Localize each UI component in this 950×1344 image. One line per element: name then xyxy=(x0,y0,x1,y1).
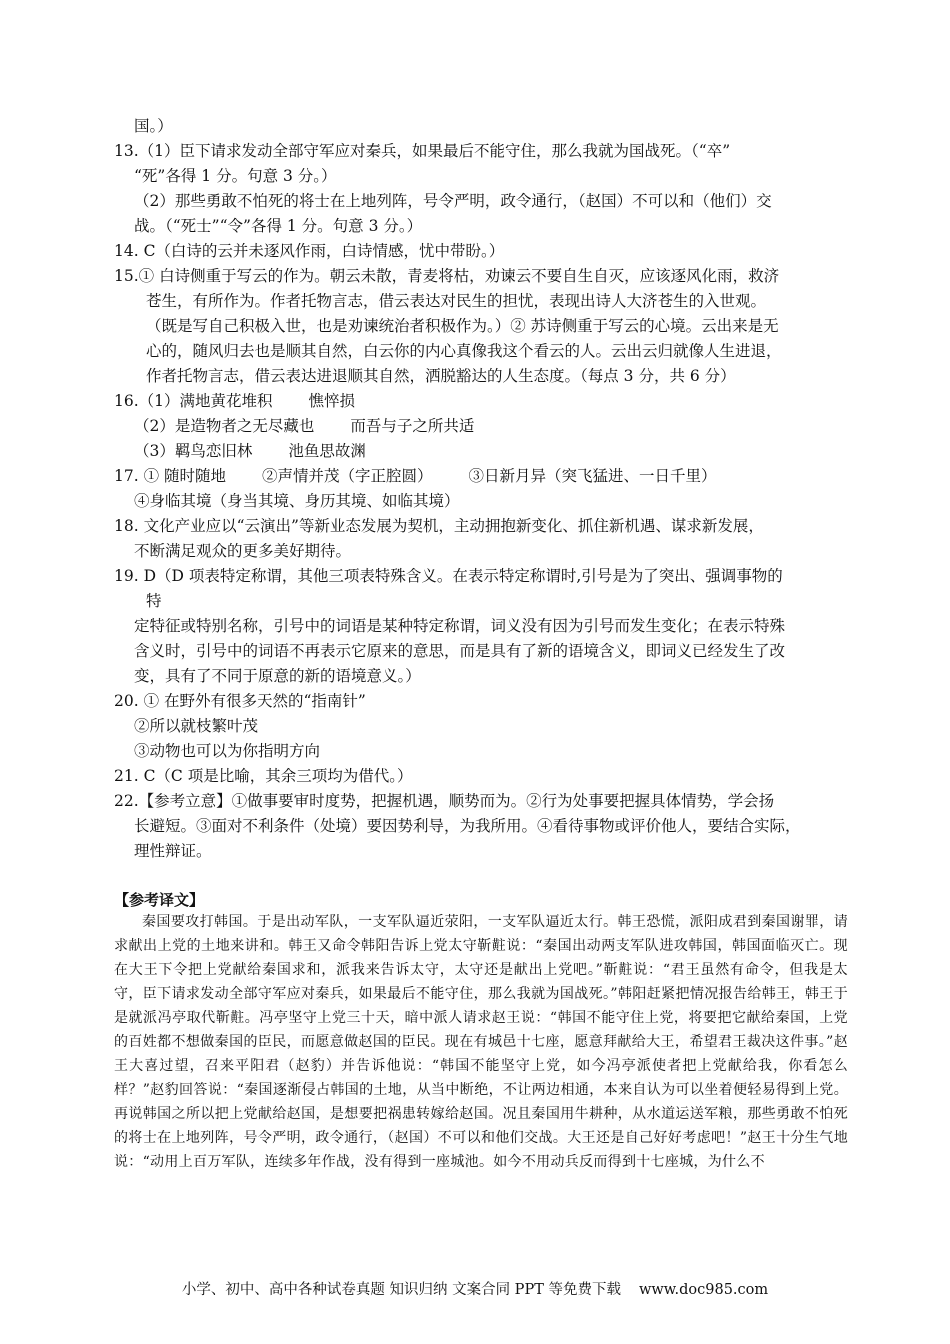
answer-line: “死”各得 1 分。句意 3 分。） xyxy=(134,167,337,185)
answer-line: 特 xyxy=(146,592,162,610)
answer-line: 含义时，引号中的词语不再表示它原来的意思，而是具有了新的语境含义，即词义已经发生了改 xyxy=(134,642,786,660)
answer-line: 定特征或特别名称，引号中的词语是某种特定称谓，词义没有因为引号而发生变化；在表示特殊 xyxy=(134,617,786,635)
answer-line: 苍生，有所作为。作者托物言志，借云表达对民生的担忧，表现出诗人大济苍生的入世观。 xyxy=(146,292,767,310)
answer-part: 16.（1）满地黄花堆积 xyxy=(114,392,273,410)
answer-line xyxy=(114,439,869,464)
answer-14-line: 14. C（白诗的云并未逐风作雨，白诗情感，忧中带盼。） xyxy=(114,242,505,260)
answer-line: 心的，随风归去也是顺其自然，白云你的内心真像我这个看云的人。云出云归就像人生进退， xyxy=(146,342,782,360)
answer-line: 国。） xyxy=(134,117,173,135)
reference-translation: 秦国要攻打韩国。于是出动军队，一支军队逼近荥阳，一支军队逼近太行。韩王恐慌，派阳成君到秦国谢罪，请求献出上党的土地来讲和。韩王又命令韩阳告诉上党太守靳黈说：“秦国出动两支军队进攻韩国，韩国面临灭亡。现在大王下令把上党献给秦国求和，派我来告诉太守，太守还是献出上党吧。”靳黈说：“君王虽然有命令，但我是太守，臣下请求发动全部守军应对秦兵，如果最后不能守住，那么我就为国战死。”韩阳赶紧把情况报告给韩王，韩王于是就派冯亭取代靳黈。冯亭坚守上党三十天，暗中派人请求赵王说：“韩国不能守住上党，将要把它献给秦国，上党的百姓都不想做秦国的臣民，而愿意做赵国的臣民。现在有城邑十七座，愿意拜献给大王，希望君王裁决这件事。”赵王大喜过望，召来平阳君（赵豹）并告诉他说：“韩国不能坚守上党，如今冯亭派使者把上党献给我，你看怎么样？”赵豹回答说：“秦国逐渐侵占韩国的土地，从当中断绝，不让两边相通，本来自认为可以坐着便轻易得到上党。再说韩国之所以把上党献给赵国，是想要把祸患转嫁给赵国。况且秦国用牛耕种，从水道运送军粮，那些勇敢不怕死的将士在上地列阵，号令严明，政令通行，（赵国）不可以和他们交战。大王还是自己好好考虑吧！”赵王十分生气地说：“动用上百万军队，连续多年作战，没有得到一座城池。如今不用动兵反而得到十七座城，为什么不 xyxy=(114,914,848,1170)
answer-16-line xyxy=(114,389,849,414)
answer-part: ②声情并茂（字正腔圆） xyxy=(262,467,433,485)
answer-line: 长避短。③面对不利条件（处境）要因势利导，为我所用。④看待事物或评价他人，要结合实际， xyxy=(134,817,801,835)
answer-21-line: 21. C（C 项是比喻，其余三项均为借代。） xyxy=(114,767,413,785)
answer-22-line: 22.【参考立意】①做事要审时度势，把握机遇，顺势而为。②行为处事要把握具体情势，学会扬 xyxy=(114,792,775,810)
answer-line: 变，具有了不同于原意的新的语境意义。） xyxy=(134,667,421,685)
answer-part: 憔悴损 xyxy=(308,392,356,410)
reference-title: 【参考译文】 xyxy=(114,891,205,909)
answer-line: ③动物也可以为你指明方向 xyxy=(134,742,321,760)
footer-text: 小学、初中、高中各种试卷真题 知识归纳 文案合同 PPT 等免费下载 xyxy=(181,1282,621,1298)
answer-17-line xyxy=(114,464,849,489)
answer-15-line: 15.① 白诗侧重于写云的作为。朝云未散，青麦将枯，劝谏云不要自生自灭，应该逐风化雨，救济 xyxy=(114,267,780,285)
answer-part: （2）是造物者之无尽藏也 xyxy=(134,417,315,435)
answer-part: 而吾与子之所共适 xyxy=(350,417,475,435)
answer-line: 作者托物言志，借云表达进退顺其自然，洒脱豁达的人生态度。（每点 3 分，共 6 分） xyxy=(146,367,736,385)
answer-line: （2）那些勇敢不怕死的将士在上地列阵，号令严明，政令通行，（赵国）不可以和（他们）交 xyxy=(134,192,772,210)
answer-part: 17. ① 随时随地 xyxy=(114,467,227,485)
answer-line: ④身临其境（身当其境、身历其境、如临其境） xyxy=(134,492,460,510)
answer-line: （既是写自己积极入世，也是劝谏统治者积极作为。）② 苏诗侧重于写云的心境。云出来是无 xyxy=(146,317,779,335)
answer-line xyxy=(114,414,869,439)
answer-line: 不断满足观众的更多美好期待。 xyxy=(134,542,352,560)
answer-13-line: 13.（1）臣下请求发动全部守军应对秦兵，如果最后不能守住，那么我就为国战死。（“卒” xyxy=(114,142,731,160)
answer-part: （3）羁鸟恋旧林 xyxy=(134,442,253,460)
answer-19-line: 19. D（D 项表特定称谓，其他三项表特殊含义。在表示特定称谓时,引号是为了突出、强调事物的 xyxy=(114,567,783,585)
answer-line: 理性辩证。 xyxy=(134,842,212,860)
answer-line: ②所以就枝繁叶茂 xyxy=(134,717,259,735)
answer-18-line: 18. 文化产业应以“云演出”等新业态发展为契机，主动拥抱新变化、抓住新机遇、谋求新发展， xyxy=(114,517,764,535)
answer-line: 战。（“死士”“令”各得 1 分。句意 3 分。） xyxy=(134,217,423,235)
page-footer xyxy=(0,1280,950,1300)
answer-part: 池鱼思故渊 xyxy=(288,442,366,460)
footer-url[interactable]: www.doc985.com xyxy=(638,1282,769,1298)
answer-part: ③日新月异（突飞猛进、一日千里） xyxy=(468,467,717,485)
answer-20-line: 20. ① 在野外有很多天然的“指南针” xyxy=(114,692,366,710)
